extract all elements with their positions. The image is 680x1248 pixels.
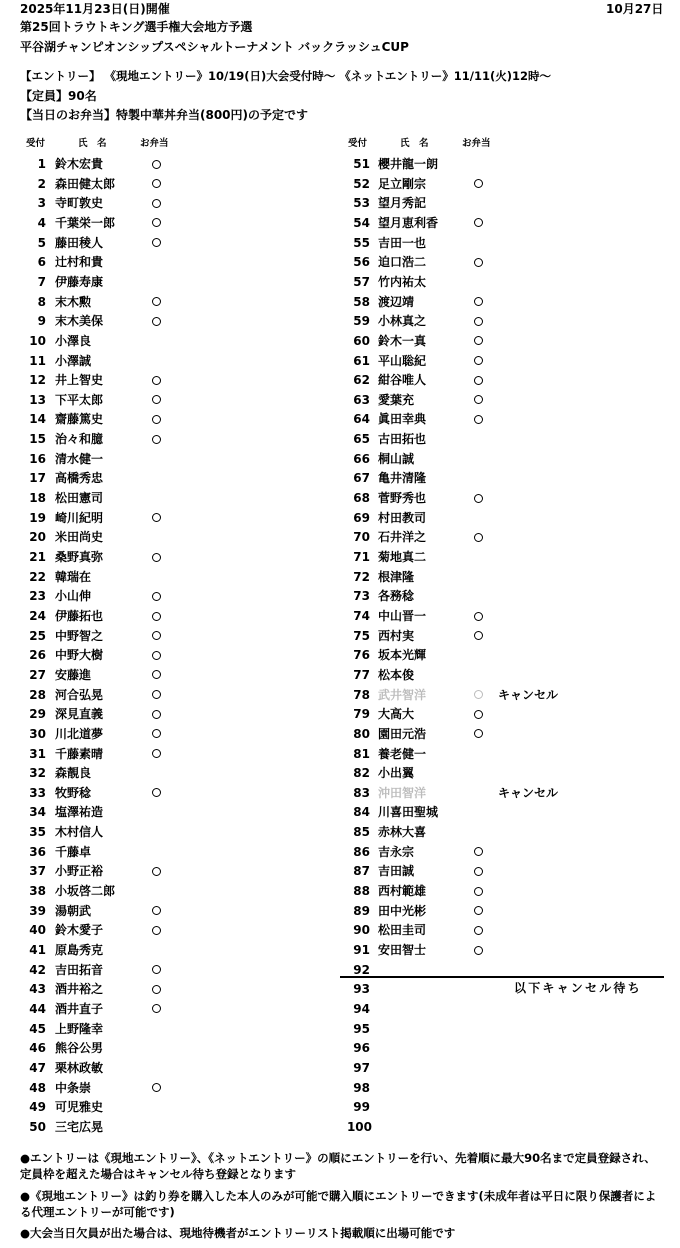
- entry-number: 63: [353, 392, 370, 407]
- entry-name: 大高大: [378, 707, 415, 722]
- entry-number: 71: [353, 550, 370, 564]
- entry-number: 13: [29, 392, 46, 407]
- entry-row: [0, 488, 680, 508]
- entry-number: 7: [37, 274, 46, 289]
- entry-name: 川喜田聖城: [378, 805, 439, 820]
- col-header-name-right: 氏 名: [400, 138, 429, 149]
- entry-row: [0, 252, 680, 272]
- entry-name: 森田健太郎: [55, 176, 116, 191]
- entry-name: 田中光彬: [378, 903, 427, 918]
- entry-name: 櫻井龍一朗: [378, 157, 439, 171]
- entry-name: 小坂啓二郎: [55, 884, 116, 898]
- entry-number: 9: [37, 314, 46, 329]
- entry-name: 上野隆幸: [55, 1021, 104, 1036]
- entry-number: 99: [353, 1100, 370, 1115]
- entry-name: 千藤卓: [55, 844, 92, 859]
- entry-number: 98: [353, 1080, 370, 1095]
- entry-name: 深見直義: [55, 707, 104, 722]
- entry-row: [0, 704, 680, 724]
- entry-number: 4: [37, 215, 46, 230]
- entry-number: 100: [346, 1119, 372, 1134]
- entry-name: 桐山誠: [378, 451, 415, 466]
- entry-number: 56: [353, 255, 370, 270]
- entry-name: 安田智士: [378, 943, 427, 957]
- entry-row: [0, 645, 680, 665]
- entry-row: [0, 233, 680, 253]
- entry-name: 崎川紀明: [55, 510, 104, 525]
- entry-number: 23: [29, 589, 46, 604]
- entry-number: 65: [353, 432, 370, 447]
- entry-name: 辻村和貴: [55, 255, 104, 270]
- entry-row: [0, 606, 680, 626]
- entry-name: 亀井清隆: [378, 471, 427, 486]
- entry-row: [0, 174, 680, 194]
- entry-row: [0, 1078, 680, 1098]
- entry-number: 91: [353, 943, 370, 957]
- entry-name: 中野大樹: [55, 648, 104, 663]
- entry-row: [0, 292, 680, 312]
- entry-number: 10: [29, 333, 46, 348]
- entry-name: 中条崇: [55, 1080, 92, 1095]
- entry-number: 11: [29, 353, 46, 368]
- lunch-circle-icon: [471, 213, 485, 233]
- entry-number: 44: [29, 1001, 46, 1016]
- entry-name: 米田尚史: [55, 530, 104, 545]
- entry-name: 森靚良: [55, 766, 92, 781]
- entry-name: 松田憲司: [55, 491, 104, 505]
- entry-row: [0, 940, 680, 960]
- entry-name: 小林真之: [378, 314, 427, 329]
- entry-row: [0, 861, 680, 881]
- entry-row: [0, 527, 680, 547]
- lunch-circle-icon: [471, 488, 485, 508]
- entry-number: 37: [29, 864, 46, 879]
- entry-row: [0, 409, 680, 429]
- entry-number: 57: [353, 274, 370, 289]
- entry-row: [0, 685, 680, 705]
- entry-row: [0, 547, 680, 567]
- entry-name: 伊藤拓也: [55, 609, 104, 623]
- entry-name: 赤林大喜: [378, 825, 427, 840]
- entry-name: 松田圭司: [378, 923, 427, 938]
- entry-number: 29: [29, 707, 46, 722]
- entry-name: 菊地真二: [378, 550, 427, 564]
- entry-row: [0, 1058, 680, 1078]
- entry-name: 望月秀記: [378, 196, 427, 211]
- lunch-circle-icon: [471, 861, 485, 881]
- entry-number: 38: [29, 884, 46, 898]
- entry-number: 1: [37, 157, 46, 171]
- entry-name: 伊藤寿康: [55, 274, 104, 289]
- entry-name: 足立剛宗: [378, 176, 427, 191]
- entry-row: [0, 586, 680, 606]
- entry-number: 88: [353, 884, 370, 898]
- lunch-circle-icon: [471, 724, 485, 744]
- entry-name: 吉田一也: [378, 235, 427, 250]
- entry-name: 各務稔: [378, 589, 415, 604]
- lunch-circle-icon: [471, 920, 485, 940]
- entry-name: 齋藤篤史: [55, 412, 104, 427]
- entry-number: 46: [29, 1041, 46, 1056]
- entry-number: 16: [29, 451, 46, 466]
- event-date: 2025年11月23日(日)開催: [20, 2, 170, 16]
- entry-number: 93: [353, 982, 370, 997]
- entry-number: 90: [353, 923, 370, 938]
- entry-name: 養老健一: [378, 746, 427, 761]
- entry-number: 36: [29, 844, 46, 859]
- lunch-circle-icon: [471, 685, 485, 705]
- entry-name: 寺町敦史: [55, 196, 104, 211]
- entry-name: 高橋秀忠: [55, 471, 104, 486]
- entry-row: [0, 193, 680, 213]
- entry-name: 塩澤祐造: [55, 805, 104, 820]
- entry-number: 24: [29, 609, 46, 623]
- entry-name: 沖田智洋: [378, 785, 427, 800]
- entry-number: 67: [353, 471, 370, 486]
- lunch-circle-icon: [471, 842, 485, 862]
- entry-name: 酒井裕之: [55, 982, 104, 997]
- entry-name: 園田元浩: [378, 726, 427, 741]
- entry-number: 20: [29, 530, 46, 545]
- entry-name: 古田拓也: [378, 432, 427, 447]
- event-subtitle: 平谷湖チャンピオンシップスペシャルトーナメント バックラッシュCUP: [20, 40, 409, 54]
- entry-name: 小澤誠: [55, 353, 92, 368]
- entry-name: 千葉栄一郎: [55, 215, 116, 230]
- entry-number: 74: [353, 609, 370, 623]
- entry-name: 鈴木一真: [378, 333, 427, 348]
- entry-number: 81: [353, 746, 370, 761]
- entry-name: 村田教司: [378, 510, 427, 525]
- entry-row: [0, 370, 680, 390]
- lunch-circle-icon: [471, 704, 485, 724]
- entry-name: 川北道夢: [55, 726, 104, 741]
- entry-row: [0, 449, 680, 469]
- cancel-label: キャンセル: [498, 785, 559, 800]
- entry-row: [0, 881, 680, 901]
- entry-name: 吉田誠: [378, 864, 415, 879]
- entry-row: [0, 920, 680, 940]
- entry-name: 愛葉充: [378, 392, 415, 407]
- entry-name: 牧野稔: [55, 785, 92, 800]
- entry-name: 坂本光輝: [378, 648, 427, 663]
- entry-name: 西村実: [378, 628, 415, 643]
- entry-name: 酒井直子: [55, 1001, 104, 1016]
- entry-name: 小出翼: [378, 766, 415, 781]
- col-header-lunch-left: お弁当: [140, 138, 169, 149]
- entry-number: 45: [29, 1021, 46, 1036]
- cancel-label: キャンセル: [498, 687, 559, 702]
- entry-number: 85: [353, 825, 370, 840]
- entry-number: 34: [29, 805, 46, 820]
- entry-number: 54: [353, 215, 370, 230]
- entry-number: 22: [29, 569, 46, 584]
- col-header-name-left: 氏 名: [78, 138, 107, 149]
- entry-row: [0, 468, 680, 488]
- lunch-circle-icon: [471, 626, 485, 646]
- entry-number: 96: [353, 1041, 370, 1056]
- entry-number: 26: [29, 648, 46, 663]
- entry-row: [0, 901, 680, 921]
- entry-row: [0, 311, 680, 331]
- entry-number: 87: [353, 864, 370, 879]
- entry-number: 84: [353, 805, 370, 820]
- entry-name: 平山聡紀: [378, 353, 427, 368]
- lunch-circle-icon: [471, 527, 485, 547]
- entry-number: 42: [29, 962, 46, 977]
- entry-number: 15: [29, 432, 46, 447]
- entry-number: 79: [353, 707, 370, 722]
- entry-name: 吉田拓音: [55, 962, 104, 977]
- entry-number: 21: [29, 550, 46, 564]
- entry-name: 渡辺靖: [378, 294, 415, 309]
- entry-number: 39: [29, 903, 46, 918]
- entry-number: 68: [353, 491, 370, 505]
- entry-number: 83: [353, 785, 370, 800]
- entry-number: 61: [353, 353, 370, 368]
- entry-name: 千藤素晴: [55, 746, 104, 761]
- entry-name: 小山伸: [55, 589, 92, 604]
- entry-name: 望月恵利香: [378, 215, 439, 230]
- entry-number: 25: [29, 628, 46, 643]
- entry-number: 30: [29, 726, 46, 741]
- entry-number: 69: [353, 510, 370, 525]
- entry-number: 31: [29, 746, 46, 761]
- entry-number: 43: [29, 982, 46, 997]
- entry-name: 武井智洋: [378, 687, 427, 702]
- entry-name: 安藤進: [55, 667, 92, 682]
- entry-name: 中野智之: [55, 628, 104, 643]
- lunch-circle-icon: [471, 901, 485, 921]
- event-title: 第25回トラウトキング選手権大会地方予選: [20, 20, 253, 34]
- lunch-circle-icon: [471, 881, 485, 901]
- entry-number: 53: [353, 196, 370, 211]
- entry-name: 河合弘晃: [55, 687, 104, 702]
- entry-number: 72: [353, 569, 370, 584]
- lunch-circle-icon: [471, 331, 485, 351]
- entry-row: [0, 390, 680, 410]
- entry-number: 18: [29, 491, 46, 505]
- entry-number: 12: [29, 373, 46, 388]
- entry-number: 35: [29, 825, 46, 840]
- entry-name: 中山晋一: [378, 609, 427, 623]
- entry-name: 井上智史: [55, 373, 104, 388]
- entry-name: 西村範雄: [378, 884, 427, 898]
- entry-row: [0, 154, 680, 174]
- entry-number: 86: [353, 844, 370, 859]
- entry-name: 鈴木愛子: [55, 923, 104, 938]
- entry-row: [0, 508, 680, 528]
- entry-number: 14: [29, 412, 46, 427]
- entry-name: 湯朝武: [55, 903, 92, 918]
- entry-row: [0, 213, 680, 233]
- entry-name: 鈴木宏貴: [55, 157, 104, 171]
- note-entry-order: ●エントリーは《現地エントリー》、《ネットエントリー》の順にエントリーを行い、先着順に最大90名まで定員登録され、定員枠を超えた場合はキャンセル待ち登録となります: [20, 1151, 656, 1181]
- entry-number: 2: [37, 176, 46, 191]
- entry-name: 吉永宗: [378, 844, 415, 859]
- entry-number: 6: [37, 255, 46, 270]
- entry-name: 根津隆: [378, 569, 415, 584]
- entry-row: [0, 351, 680, 371]
- capacity: 【定員】90名: [20, 89, 97, 103]
- entry-name: 下平太郎: [55, 392, 104, 407]
- entry-number: 78: [353, 687, 370, 702]
- entry-number: 17: [29, 471, 46, 486]
- entry-name: 菅野秀也: [378, 491, 427, 505]
- entry-name: 治々和臆: [55, 432, 104, 447]
- entry-number: 52: [353, 176, 370, 191]
- entry-row: [0, 1097, 680, 1117]
- lunch-circle-icon: [471, 292, 485, 312]
- lunch-circle-icon: [471, 351, 485, 371]
- entry-number: 94: [353, 1001, 370, 1016]
- entry-number: 97: [353, 1060, 370, 1075]
- entry-row: [0, 724, 680, 744]
- col-header-number-right: 受付: [348, 138, 368, 149]
- entry-name: 桑野真弥: [55, 550, 104, 564]
- note-onsite-entry: ●《現地エントリー》は釣り券を購入した本人のみが可能で購入順にエントリーできます(未成年者は平日に限り保護者による代理エントリーが可能です): [20, 1189, 657, 1219]
- entry-name: 韓瑞在: [55, 569, 92, 584]
- entry-name: 迫口浩二: [378, 255, 427, 270]
- entry-number: 5: [37, 235, 46, 250]
- entry-row: [0, 763, 680, 783]
- entry-number: 47: [29, 1060, 46, 1075]
- entry-row: [0, 272, 680, 292]
- lunch-circle-icon: [471, 940, 485, 960]
- entry-name: 石井洋之: [378, 530, 427, 545]
- col-header-number-left: 受付: [26, 138, 46, 149]
- entry-row: [0, 802, 680, 822]
- entry-number: 73: [353, 589, 370, 604]
- entry-row: [0, 999, 680, 1019]
- entry-number: 49: [29, 1100, 46, 1115]
- update-date: 10月27日: [606, 2, 664, 16]
- entry-name: 藤田稜人: [55, 235, 104, 250]
- entry-number: 89: [353, 903, 370, 918]
- entry-name: 栗林政敏: [55, 1060, 104, 1075]
- entry-number: 51: [353, 157, 370, 171]
- entry-number: 75: [353, 628, 370, 643]
- lunch-circle-icon: [471, 174, 485, 194]
- entry-row: [0, 842, 680, 862]
- entry-name: 末木勲: [55, 294, 92, 309]
- entry-row: [0, 429, 680, 449]
- entry-number: 64: [353, 412, 370, 427]
- entry-number: 3: [37, 196, 46, 211]
- entry-name: 木村信人: [55, 825, 104, 840]
- entry-name: 竹内祐太: [378, 274, 427, 289]
- entry-number: 48: [29, 1080, 46, 1095]
- entry-row: [0, 1019, 680, 1039]
- entry-number: 28: [29, 687, 46, 702]
- entry-schedule: 【エントリー】 《現地エントリー》10/19(日)大会受付時～ 《ネットエントリー》11/11(火)12時～: [20, 69, 551, 83]
- entry-row: [0, 626, 680, 646]
- entry-number: 32: [29, 766, 46, 781]
- lunch-circle-icon: [471, 311, 485, 331]
- entry-number: 70: [353, 530, 370, 545]
- entry-name: 三宅広晃: [55, 1119, 104, 1134]
- entry-number: 92: [353, 962, 370, 977]
- entry-number: 55: [353, 235, 370, 250]
- waitlist-label: 以下キャンセル待ち: [514, 981, 642, 995]
- entry-name: 紺谷唯人: [378, 373, 427, 388]
- entry-name: 原島秀克: [55, 943, 104, 957]
- lunch-info: 【当日のお弁当】特製中華丼弁当(800円)の予定です: [20, 108, 309, 122]
- lunch-circle-icon: [471, 252, 485, 272]
- lunch-circle-icon: [471, 390, 485, 410]
- entry-name: 熊谷公男: [55, 1041, 104, 1056]
- entry-name: 可児雅史: [55, 1100, 104, 1115]
- entry-row: [0, 783, 680, 803]
- entry-number: 62: [353, 373, 370, 388]
- note-absentee: ●大会当日欠員が出た場合は、現地待機者がエントリーリスト掲載順に出場可能です: [20, 1226, 456, 1240]
- entry-row: [0, 1117, 680, 1137]
- col-header-lunch-right: お弁当: [462, 138, 491, 149]
- entry-number: 66: [353, 451, 370, 466]
- entry-name: 松本俊: [378, 667, 415, 682]
- entry-name: 小野正裕: [55, 864, 104, 879]
- entry-number: 60: [353, 333, 370, 348]
- entry-name: 小澤良: [55, 333, 92, 348]
- entry-row: [0, 567, 680, 587]
- entry-row: [0, 744, 680, 764]
- lunch-circle-icon: [471, 409, 485, 429]
- entry-number: 95: [353, 1021, 370, 1036]
- entry-row: [0, 822, 680, 842]
- lunch-circle-icon: [471, 370, 485, 390]
- entry-number: 33: [29, 785, 46, 800]
- entry-name: 末木美保: [55, 314, 104, 329]
- entry-number: 40: [29, 923, 46, 938]
- entry-number: 27: [29, 667, 46, 682]
- entry-row: [0, 331, 680, 351]
- entry-number: 19: [29, 510, 46, 525]
- entry-row: [0, 1038, 680, 1058]
- entry-number: 59: [353, 314, 370, 329]
- entry-number: 58: [353, 294, 370, 309]
- entry-number: 8: [37, 294, 46, 309]
- entry-number: 80: [353, 726, 370, 741]
- lunch-circle-icon: [471, 606, 485, 626]
- entry-number: 82: [353, 766, 370, 781]
- entry-number: 77: [353, 667, 370, 682]
- entry-name: 眞田幸典: [378, 412, 427, 427]
- entry-number: 76: [353, 648, 370, 663]
- entry-row: [0, 665, 680, 685]
- entry-number: 41: [29, 943, 46, 957]
- entry-number: 50: [29, 1119, 46, 1134]
- entry-name: 清水健一: [55, 451, 104, 466]
